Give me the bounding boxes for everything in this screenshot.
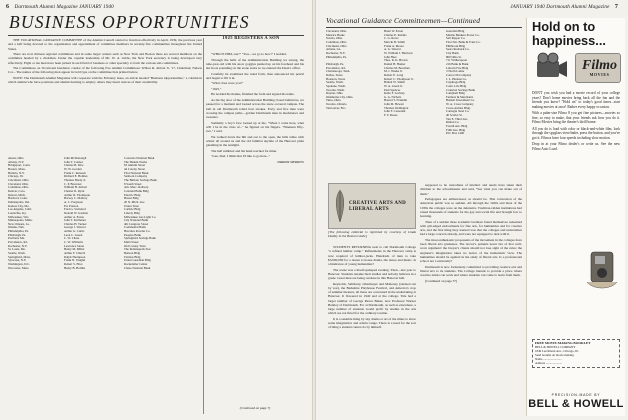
article-signature: PARKER MERROW xyxy=(277,159,304,164)
ad-logo-area xyxy=(527,47,625,91)
editorial-paragraph: STUDENTS RETURNING next to call Dartmouth College "a refined lumber camp." Refinements in the Hanover camp is now required of lumber-jacks. Hundreds of men to take $5,000,000 for a dozen to house drama, the dance and music. Is a hindrance of young humanities? xyxy=(328,245,416,266)
list-item: John F. Cassedan xyxy=(384,110,406,114)
list-item: Electric Bldg xyxy=(124,193,141,197)
list-item: Los Angeles, Calif. xyxy=(8,208,32,212)
committee-names-list xyxy=(64,157,122,415)
article-paragraph: He nodded his thanks, finished the form and signed his name. xyxy=(211,92,295,97)
list-item: Boston, Mass. xyxy=(8,167,26,171)
list-item: Chase National Bank xyxy=(124,266,151,270)
list-item: Houston, Texas xyxy=(326,77,346,81)
ad-coupon[interactable] xyxy=(532,339,620,368)
article-paragraph: "What class were you?" xyxy=(211,81,244,86)
list-item: Hallett W. Smith xyxy=(384,81,405,85)
list-item: Rockefeller Center xyxy=(124,263,148,267)
list-item: City National Bank xyxy=(124,219,149,223)
editorial-text-col1 xyxy=(328,245,416,415)
list-item: Indianapolis, Ind. xyxy=(8,200,30,204)
list-item: Hartford, Conn. xyxy=(8,197,28,201)
list-item: Dayton, Ohio xyxy=(326,92,343,96)
list-item: Worcester, Mass. xyxy=(8,266,30,270)
editorial-text-col2 xyxy=(420,183,522,415)
list-item: Frank C. Ransom xyxy=(64,171,86,175)
list-item: Old Colony Trust xyxy=(124,244,146,248)
list-item: Robert S. Eliot xyxy=(64,263,83,267)
list-item: 711 Witherspoon xyxy=(446,59,468,63)
list-item: Cleveland, Ohio xyxy=(8,182,29,186)
right-page-number: 7 xyxy=(614,4,618,10)
list-item: Louisville, Ky. xyxy=(8,211,27,215)
list-item: Paul Spencer xyxy=(384,88,401,92)
list-item: Ed. Preston xyxy=(64,204,79,208)
list-item: Conn. Life Bldg xyxy=(446,84,467,88)
ad-brand-tagline: PRECISION-MADE BY xyxy=(551,393,601,397)
coupon-lines xyxy=(535,346,617,366)
list-item: Seattle, Wash. xyxy=(326,81,344,85)
list-item: The Buffalo Savings Bank xyxy=(124,178,157,182)
film-reel-icon xyxy=(575,53,621,83)
list-item: Continental Bank xyxy=(124,226,146,230)
continued-addresses-list xyxy=(446,30,522,180)
list-item: Columbus, Ohio xyxy=(326,40,347,44)
list-item: Providence, R.I. xyxy=(326,66,347,70)
list-item: C. W. Chase xyxy=(64,237,80,241)
list-item: J. L. Hudson Co. xyxy=(446,77,467,81)
list-item: Dallas, Texas xyxy=(326,73,343,77)
list-item: Frank A. Moore xyxy=(384,44,404,48)
list-item: W. William J. Harrison xyxy=(384,51,413,55)
list-item: Thomas Wellington xyxy=(384,106,409,110)
list-item: Thomas Hardy Jr. xyxy=(64,178,87,182)
list-item: Sears Roebuck Co. xyxy=(446,48,470,52)
list-item: Guardian Bldg xyxy=(446,30,465,33)
list-item: Denver, Colo. xyxy=(8,189,26,193)
intro-paragraph: THE VOCATIONAL GUIDANCE COMMITTEE of the Alumni Council started to function effectively in April, 1939, the previous year and a half being devoted to the organization and appointment of committee members in seventy-five communities throughout the United States. xyxy=(8,38,202,51)
list-item: Vancouver, B.C. xyxy=(326,106,347,110)
list-item: Minneapolis, Minn. xyxy=(8,219,33,223)
list-item: Cranston Savings Bank xyxy=(446,88,476,92)
filmo-logo: Filmo MOVIES xyxy=(582,58,618,77)
continued-names-list xyxy=(384,30,444,180)
ad-body-text xyxy=(527,91,625,151)
list-item: Colonial Bank Bldg xyxy=(124,189,149,193)
coupon-line: Name ........................ xyxy=(535,356,562,361)
editorial-title: CREATIVE ARTS AND LIBERAL ARTS xyxy=(349,201,407,213)
list-item: Van E. Third Ave xyxy=(446,117,468,121)
ad-paragraph: With a palm-size Filmo 8 you get fine pictures—movies so fine, so easy to make, that your friends ask how you do it. Filmo Movies bring the theater's thrill home. xyxy=(532,111,620,124)
list-item: Colorado National Bank xyxy=(124,157,155,160)
list-item: Albany, N.Y. xyxy=(8,160,25,164)
column-divider xyxy=(203,38,204,414)
coupon-line: Send booklet on movie making. xyxy=(535,352,575,357)
list-item: 800 Ohio St. xyxy=(446,55,462,59)
ad-paragraph: DON'T you wish you had a movie record of your college years? Don't home movies bring back all the fun and the friends you knew? "Hold on" to today's good times...start making movies at once! Rather every happy occasion. xyxy=(532,91,620,109)
intro-paragraph: There are now thirteen regional committees and in some larger centers such as New York and Boston there are several members on the committee headed by a chairman. Under the capable leadership of Mr. W. A. Gibbs, the New York secretary is being developed very effectively. Eight or ten men have been picked in each field of business or other specialty to form the various sub-committees. xyxy=(8,52,202,65)
list-item: Carter Oil Company xyxy=(446,73,472,77)
editorial-paragraph: It is a sensible thing by any drama or art of the times to show some imaginative and artistic range. There is a need for the sort of thing a student cannot do by himself. xyxy=(328,316,416,330)
quill-icon xyxy=(332,188,348,224)
list-item: Milwaukee Gas Light Co. xyxy=(124,215,157,219)
coupon-line: BELL & HOWELL COMPANY xyxy=(535,344,576,349)
list-item: Rochester, N.Y. xyxy=(8,244,28,248)
list-item: Harold T. Franklin xyxy=(384,99,407,103)
list-item: Akron, Ohio xyxy=(8,157,24,160)
list-item: Oklahoma City, Okla. xyxy=(326,95,354,99)
list-item: John T. Connor xyxy=(64,160,84,164)
list-item: Carnegie Steel Co. xyxy=(446,110,470,114)
list-item: Arthur A. Eaton xyxy=(64,215,84,219)
list-item: Arthur D. Thompson xyxy=(64,193,90,197)
list-item: Ralph Thompson xyxy=(64,255,86,259)
article-heading: 1925 REGISTERS A SON xyxy=(222,35,280,40)
list-item: City Bank xyxy=(446,51,459,55)
coupon-line: Address ..................... xyxy=(535,360,563,365)
list-item: Toledo, Ohio xyxy=(326,37,343,41)
list-item: Philbrook Bldg xyxy=(446,44,465,48)
committee-cities-list xyxy=(8,157,62,415)
list-item: Leon C. Green xyxy=(64,233,83,237)
list-item: Arthur G. Curtis xyxy=(64,230,85,234)
list-item: Fourth Ave. Bldg xyxy=(446,125,468,129)
list-item: Liberty Bldg xyxy=(124,211,140,215)
list-item: Richard E. Holmes xyxy=(64,175,88,179)
list-item: New Orleans, La. xyxy=(8,222,30,226)
list-item: Spokane, Wash. xyxy=(326,84,346,88)
page-title: BUSINESS OPPORTUNITIES xyxy=(9,12,250,32)
left-running-title: Dartmouth Alumni Magazine JANUARY 1940 xyxy=(14,4,114,10)
list-item: Kansas City, Mo. xyxy=(8,204,30,208)
list-item: George J. Weaver xyxy=(64,226,86,230)
list-item: Tulsa, Okla. xyxy=(326,99,342,103)
list-item: Campbell Bldg xyxy=(446,92,465,96)
ad-brand-block xyxy=(527,390,625,410)
list-item: Atlanta, Ga. xyxy=(326,48,342,52)
list-item: 4th Congress Street xyxy=(124,222,149,226)
list-item: Benson Bldg xyxy=(124,252,141,256)
list-item: Cuyahoga Bldg xyxy=(446,81,466,85)
list-item: Bridgeport, Conn. xyxy=(8,164,31,168)
list-item: First National Bank xyxy=(124,171,149,175)
list-item: A. G. Weaver xyxy=(384,48,401,52)
list-item: Cleveland, Ohio xyxy=(326,30,347,33)
list-item: Buffalo, N.Y. xyxy=(8,171,25,175)
intro-paragraph: The Committees on Vocational Guidance consist of the following five Alumni Committees: Wilton R. Abbott Jr. '17, Chairman; Nelson Cor... The names of the following men appear in bold type on the committee lists printed below. xyxy=(8,66,202,75)
list-item: 63 Antium Street xyxy=(124,164,146,168)
editorial-title-box xyxy=(328,183,416,229)
coupon-line: 1849 Larchmont Ave., Chicago, Ill. xyxy=(535,348,579,353)
list-item: Farmers & Merchants xyxy=(446,95,474,99)
editorial-paragraph: supposed to be custodians of intellect and needs have taken their children to the schoolmaster and said, "See what you can make out of them." xyxy=(420,183,522,196)
article-text xyxy=(206,52,304,404)
list-item: Lawrence Stone xyxy=(64,244,85,248)
list-item: John M. Hewett xyxy=(384,103,404,107)
list-item: Lincoln Fire Bldg xyxy=(446,66,469,70)
list-item: Washington, D.C. xyxy=(8,263,31,267)
list-item: Arthur F. Church xyxy=(64,252,86,256)
bell-howell-ad xyxy=(526,18,625,416)
list-item: Detroit, Mich. xyxy=(8,193,26,197)
list-item: Robert C. Thompson Jr. xyxy=(384,77,414,81)
list-item: P.O. Box 1490 xyxy=(446,132,465,136)
list-item: A. C. Ferguson xyxy=(64,200,83,204)
list-item: The Haskin Works xyxy=(124,160,148,164)
list-item: Hercules Powder Co. xyxy=(124,230,151,234)
list-item: 44 Colony Street xyxy=(124,167,145,171)
list-item: First Nat. Bank & Trust Co. xyxy=(446,40,481,44)
left-running-head xyxy=(6,4,114,10)
committee-addresses-list xyxy=(124,157,200,415)
movie-camera-icon xyxy=(531,49,571,89)
list-item: C. W. Williams xyxy=(64,241,83,245)
editorial-paragraph: The scene was a Rooftopshaped evening. Then—last year to Hanover. Students rename their studies and nobody believes in a grade. Great men are being outdone in this Hanover hall. xyxy=(328,267,416,281)
list-item: W. A. Cross Company xyxy=(446,103,474,107)
section-rule xyxy=(326,27,522,28)
list-item: W. W. Gordon xyxy=(64,167,82,171)
ad-paragraph: Drop in at your Filmo dealer's or write us. See the new Filmo Auto Load. xyxy=(532,142,620,151)
list-item: William H. Abbott xyxy=(64,186,87,190)
list-item: Milwaukee, Wis. xyxy=(8,215,30,219)
list-item: Pittsburgh, Pa. xyxy=(8,233,27,237)
list-item: Omaha, Neb. xyxy=(8,226,25,230)
list-item: Charles B. Rice xyxy=(64,164,84,168)
list-item: 8 South Street xyxy=(124,182,142,186)
list-item: Peoples Bank xyxy=(124,233,141,237)
list-item: Maurice Burke xyxy=(326,33,345,37)
list-item: F. F. Reese xyxy=(384,114,398,118)
list-item: M. J. Weeks Jr. xyxy=(384,70,403,74)
editorial-paragraph: Reynolds, Salisbury, Obermeyer and Mahoney (slacked out by war), the Berkshire Playhouse Festival, and America's crop of summer theaters, all these are concerned in the undertaking at Hanover. It flowered in 1940 and at the college. Yale had a larger number of George Pierce Baker, now Professor Warner Bentley of Dartmouth. For at Dartmouth, as well as elsewhere, a large number of students would profit by studies in the arts which are not fitted for the ordinary routine. xyxy=(328,281,416,316)
list-item: Fairless Bldg xyxy=(124,255,141,259)
right-running-head xyxy=(510,4,622,10)
list-item: G. G. Nichols xyxy=(384,95,402,99)
list-item: Chicago, Ill. xyxy=(8,175,24,179)
list-item: Springfield Savings Bank xyxy=(124,237,156,241)
article-paragraph: Through the halls of the Administration Building we swung, the nine-year-old with his snow goggles pushed up on his forehead and his ski boots pounding on the stone stairs as we entered the Dean's office. xyxy=(206,57,304,71)
list-item: John McDonough xyxy=(64,157,87,160)
article-paragraph: "WHO IS HIM, son?" "You—we go to how!" I nodded. xyxy=(211,52,287,56)
article-continued: (Continued on page 7) xyxy=(239,406,271,410)
list-item: Charles E. Robins xyxy=(384,33,407,37)
list-item: Frank N. Vaughn xyxy=(64,259,86,263)
editorial-paragraph: Dartmouth is now fortunately committed to providing creative arts and liberal arts to its students. The College intends to provide a place where creative artists can work and where students can come to learn from them. xyxy=(420,264,522,278)
list-item: Ridlon Co. xyxy=(446,121,460,125)
list-item: Providence, R.I. xyxy=(8,241,29,245)
editorial-paragraph: Pedagogues are embarrassed, as should be. This conversion of the American public was so sudden. All through the 1920s and most of the 1930s the colleges were on the defensive. Tradition-ridden institutions had raised thousands of students for the gay and social life and brought few to learning. xyxy=(420,197,522,219)
intro-paragraph: NOTE: The Dartmouth Alumni Magazine will cooperate with the February issue, an article headed "Business Opportunities," a column in which alumni who have positions and alumni desiring to employ others may insert notices of their availability. xyxy=(8,75,202,85)
list-item: Tacoma, Wash. xyxy=(326,88,345,92)
list-item: Philadelphia, Pa. xyxy=(8,230,29,234)
editorial-paragraph: Then of a sudden three academic brethren found themselves redeemed with gilt-edged endowments for fine arts, for humanities and for creative arts, and the first thing they learned was that the colleges and universities had a large concern already, and were not equipped to deal with it. xyxy=(420,219,522,237)
list-item: Toronto, Ontario xyxy=(326,103,347,107)
hand-camera-icon xyxy=(583,246,623,292)
list-item: Robert E. Long xyxy=(384,73,404,77)
list-item: Union Trust xyxy=(124,204,139,208)
list-item: Fred G. Swinford xyxy=(64,208,86,212)
list-item: 216 Bank & Bank xyxy=(446,62,469,66)
article-paragraph: The hall rumbled and his hand reached for mine. xyxy=(211,148,277,153)
list-item: Fifth Ave. Bldg xyxy=(446,128,466,132)
article-paragraph: We walked down the hill and out to the open, the hills white with winter all around us and the old familiar skyline of the Hanover plain gleaming in the sunlight. xyxy=(206,134,304,148)
right-running-title: JANUARY 1940 Dartmouth Alumni Magazine xyxy=(510,4,610,10)
list-item: Chester R. Ryan xyxy=(64,189,85,193)
list-item: Portland, Me. xyxy=(8,237,25,241)
list-item: Rochester, N.Y. xyxy=(326,51,346,55)
list-item: W. A. Green Jr. xyxy=(384,84,403,88)
editorial-paragraph: (Continued on page 57) xyxy=(425,278,458,283)
left-page xyxy=(0,0,312,420)
list-item: Donald W. Gardner xyxy=(64,211,89,215)
list-item: John Heer xyxy=(384,55,397,59)
coupon-title: FREE MOVIE-MAKING BOOKLET xyxy=(535,341,591,345)
list-item: Henry M. Miller xyxy=(64,248,85,252)
list-item: Huron Bldg xyxy=(124,197,139,201)
ad-brand-name: BELL & HOWELL xyxy=(528,398,624,410)
list-item: Pittsburgh, Pa. xyxy=(326,62,345,66)
list-item: Salt Pepper Co. xyxy=(446,37,466,41)
article-paragraph: "Gee, Dad, I think that I'd like to go here..." xyxy=(211,154,271,159)
article-paragraph: As the big door of the Administration Building closed behind us, we paused for a moment and looked across the snow-covered campus. The bell in old Dartmouth tolled four strokes. Forty and five men were crossing the campus paths—golden Dartmouth men in mackinaws and sweaters. xyxy=(206,98,304,120)
list-item: Columbus, Ohio xyxy=(8,186,29,190)
list-item: The Indianapolis Star xyxy=(124,248,151,252)
list-item: Henry B. Hollins xyxy=(64,266,86,270)
article-paragraph: "1925." xyxy=(211,86,222,91)
ad-paragraph: All you do is load with color or black-and-white film, look through the spyglass viewfinder, press the button, and you've got it. Filmos have four speeds including slow motion. xyxy=(532,126,620,140)
list-item: Cincinnati, Ohio xyxy=(8,178,29,182)
intro-text xyxy=(8,38,202,154)
list-item: C. P. Brewster xyxy=(64,182,82,186)
list-item: Carlisle Bldg xyxy=(124,208,141,212)
list-item: Cross-Armies Bldg. xyxy=(446,106,471,110)
continued-cities-list xyxy=(326,30,382,180)
article-paragraph: Carefully he examined the ruled form, then announced his pencil and began to fill it in. xyxy=(206,71,304,80)
list-item: Marine Bankers Power Co. xyxy=(446,33,480,37)
left-page-number: 6 xyxy=(6,4,10,10)
list-item: Springfield, Mass. xyxy=(8,255,31,259)
ad-headline: Hold on to happiness... xyxy=(532,19,606,48)
list-item: Cincinnati, Ohio xyxy=(326,44,347,48)
list-item: Marvin B. Smith xyxy=(384,40,405,44)
editorial-paragraph: The most enthusiastic proponents of the movement in the colleges have been liberal arts graduates. The doctor's patients never tire of that well-worn argument: the lawyer's clients should not lose sight of the rules; the engineer's imagination takes no notice of the humanistic view. The humanities should be applied in the study of liberal arts. Is a professional school not a university? xyxy=(420,237,522,264)
list-item: Daniel H. Hunter xyxy=(384,62,406,66)
list-item: St. Louis, Mo. xyxy=(8,248,26,252)
list-item: Charles H. Tucker xyxy=(64,222,87,226)
list-item: Philadelphia, Pa. xyxy=(326,55,347,59)
article-paragraph: Suddenly a boy's face looked up at me. "When I come here, what will I be in the class of..." he figured on his fingers. "Nineteen fifty-two," I said. xyxy=(206,120,304,134)
list-item: 40 Scarlet St. xyxy=(446,114,463,118)
editorial-note: [The following editorial is reprinted by courtesy of Linda Dudley in the Boston Globe] xyxy=(328,230,416,239)
list-item: Rollo F. Leviney xyxy=(384,92,405,96)
list-item: 20 N. Mich. Ave xyxy=(124,200,145,204)
section-heading: Vocational Guidance Committeemen—Continued xyxy=(326,16,481,25)
list-item: Brent W. Eaton xyxy=(384,30,403,33)
list-item: John T. Kitchener xyxy=(64,219,86,223)
list-item: C. G. Rowe xyxy=(384,37,399,41)
list-item: Burnett Investment Co. xyxy=(446,99,475,103)
list-item: Charles M. Bowman xyxy=(384,66,410,70)
list-item: Main Street xyxy=(124,241,139,245)
list-item: Union Guardian Bldg xyxy=(124,259,151,263)
list-item: Syracuse, N.Y. xyxy=(8,259,27,263)
list-item: Thos. R. K. Brown xyxy=(384,59,408,63)
list-item: Sanborn Company xyxy=(124,175,148,179)
list-item: 3 North Lamar xyxy=(446,70,465,74)
list-item: Am. Merc. Railway xyxy=(124,186,149,190)
list-item: Harvey C. Mallory xyxy=(64,197,88,201)
list-item: Seattle, Wash. xyxy=(8,252,26,256)
list-item: Chattanooga, Tenn. xyxy=(326,70,351,74)
